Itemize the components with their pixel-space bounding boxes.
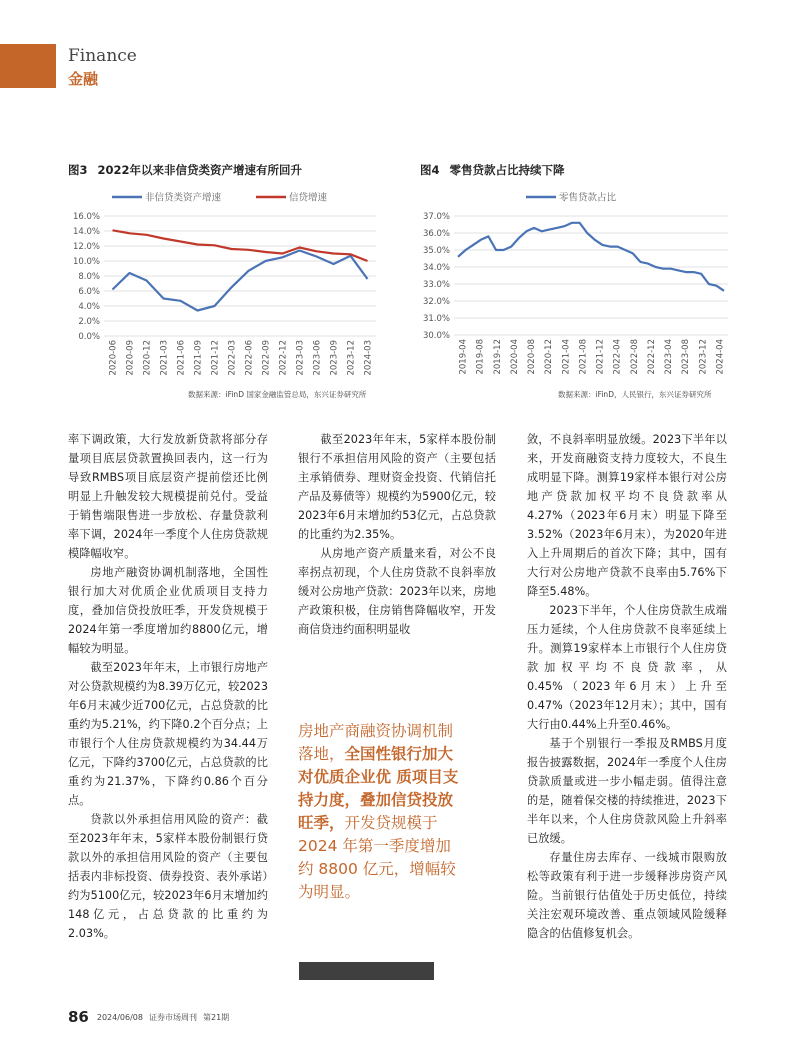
x-tick-label: 2023-04 xyxy=(664,339,675,375)
series-line-1 xyxy=(113,251,368,311)
legend-label: 零售贷款占比 xyxy=(559,192,617,204)
pull-quote-part-1: 房地产商融资协调机制落地， xyxy=(298,722,454,763)
y-tick-label: 36.0% xyxy=(422,229,450,239)
y-tick-label: 6.0% xyxy=(78,287,100,297)
x-tick-label: 2020-06 xyxy=(108,340,119,376)
figure-3-title xyxy=(68,162,302,178)
paragraph: 存量住房去库存、一线城市限购放松等政策有利于进一步缓释涉房资产风险。当前银行估值处于历史低位，持续关注宏观环境改善、重点领域风险缓释隐含的估值修复机会。 xyxy=(527,851,727,940)
x-tick-label: 2020-12 xyxy=(544,339,555,375)
paragraph: 从房地产资产质量来看，对公不良率拐点初现，个人住房贷款不良斜率放缓对公房地产贷款：2023年以来，房地产政策积极，住房销售降幅收窄，开发商信贷违约面积明显收 xyxy=(298,547,496,636)
article-column-2 xyxy=(298,430,496,639)
figure-3-caption: 2022年以来非信贷类资产增速有所回升 xyxy=(97,163,303,177)
footer-journal: 证券市场周刊 xyxy=(148,1013,197,1022)
page-number: 86 xyxy=(68,1008,89,1026)
x-tick-label: 2019-12 xyxy=(492,339,503,375)
figure-4-title xyxy=(420,162,565,178)
article-column-1 xyxy=(68,430,268,943)
x-tick-label: 2022-09 xyxy=(261,340,272,376)
legend-label: 非信贷类资产增速 xyxy=(145,192,222,204)
figure-4-caption: 零售贷款占比持续下降 xyxy=(449,163,565,177)
section-tab xyxy=(0,44,56,88)
figure-4-source: 数据来源：iFinD，人民银行，东兴证券研究所 xyxy=(558,390,712,399)
figure-4-number: 图4 xyxy=(420,163,440,177)
x-tick-label: 2021-09 xyxy=(193,340,204,376)
pull-quote-part-2: 全国性银行加大对优质企业优 质项目支持力度，叠加信贷投放旺季， xyxy=(298,745,459,832)
x-tick-label: 2023-06 xyxy=(312,340,323,376)
x-tick-label: 2023-08 xyxy=(681,339,692,375)
x-tick-label: 2024-04 xyxy=(715,339,726,375)
y-tick-label: 8.0% xyxy=(78,272,100,282)
figure-4-chart xyxy=(416,188,736,388)
x-tick-label: 2021-03 xyxy=(159,340,170,376)
legend-label: 信贷增速 xyxy=(289,192,328,204)
y-tick-label: 30.0% xyxy=(422,331,450,341)
x-tick-label: 2021-04 xyxy=(561,339,572,375)
x-tick-label: 2022-06 xyxy=(244,340,255,376)
y-tick-label: 37.0% xyxy=(422,212,450,222)
pull-quote-part-3: 开发贷规模于2024 年第一季度增加约 8800 亿元，增幅较为明显。 xyxy=(298,814,456,901)
paragraph: 基于个别银行一季报及RMBS月度报告披露数据，2024年一季度个人住房贷款质量或进一步小幅走弱。值得注意的是，随着保交楼的持续推进，2023下半年以来，个人住房贷款风险上升斜率已放缓。 xyxy=(527,737,727,845)
x-tick-label: 2021-12 xyxy=(595,339,606,375)
y-tick-label: 31.0% xyxy=(422,314,450,324)
section-title-en: Finance xyxy=(68,46,137,66)
paragraph: 房地产融资协调机制落地，全国性银行加大对优质企业优质项目支持力度，叠加信贷投放旺季，开发贷规模于2024年第一季度增加约8800亿元，增幅较为明显。 xyxy=(68,566,268,655)
y-tick-label: 34.0% xyxy=(422,263,450,273)
x-tick-label: 2024-03 xyxy=(363,340,374,376)
x-tick-label: 2020-08 xyxy=(527,339,538,375)
paragraph: 截至2023年年末，5家样本股份制银行不承担信用风险的资产（主要包括主承销债券、理财资金投资、代销信托产品及募债等）规模约为5900亿元，较2023年6月末增加约53亿元，占总贷款的比重约为2.35%。 xyxy=(298,433,496,541)
figure-3-chart xyxy=(64,188,384,388)
paragraph: 2023下半年，个人住房贷款生成端压力延续，个人住房贷款不良率延续上升。测算19家样本上市银行个人住房贷款加权平均不良贷款率，从0.45%（2023年6月末）上升至0.47%（2023年12月末）；其中，国有大行由0.44%上升至0.46%。 xyxy=(527,604,727,731)
y-tick-label: 33.0% xyxy=(422,280,450,290)
paragraph: 截至2023年年末，上市银行房地产对公贷款规模约为8.39万亿元，较2023年6月末减少近700亿元，占总贷款的比重约为5.21%，约下降0.2个百分点；上市银行个人住房贷款规模约为34.44万亿元，下降约3700亿元，占总贷款的比重约为21.37%，下降约0.86个百分点。 xyxy=(68,661,268,807)
page-footer xyxy=(68,1008,235,1026)
footer-issue: 第21期 xyxy=(202,1013,230,1022)
footer-date: 2024/06/08 xyxy=(96,1013,143,1022)
pull-quote xyxy=(298,720,466,904)
x-tick-label: 2023-12 xyxy=(346,340,357,376)
paragraph: 贷款以外承担信用风险的资产：截至2023年年末，5家样本股份制银行贷款以外的承担信用风险的资产（主要包括表内非标投资、债券投资、表外承诺）约为5100亿元，较2023年6月末增加约148亿元，占总贷款的比重约为2.03%。 xyxy=(68,813,268,940)
x-tick-label: 2022-03 xyxy=(227,340,238,376)
y-tick-label: 10.0% xyxy=(72,257,100,267)
figure-3-source: 数据来源：iFinD 国家金融监管总局，东兴证券研究所 xyxy=(188,390,367,399)
x-tick-label: 2021-12 xyxy=(210,340,221,376)
x-tick-label: 2019-08 xyxy=(475,339,486,375)
x-tick-label: 2020-12 xyxy=(142,340,153,376)
x-tick-label: 2023-03 xyxy=(295,340,306,376)
x-tick-label: 2023-12 xyxy=(698,339,709,375)
y-tick-label: 35.0% xyxy=(422,246,450,256)
x-tick-label: 2019-04 xyxy=(458,339,469,375)
x-tick-label: 2023-09 xyxy=(329,340,340,376)
figure-3-number: 图3 xyxy=(68,163,88,177)
y-tick-label: 14.0% xyxy=(72,227,100,237)
x-tick-label: 2022-08 xyxy=(629,339,640,375)
decorative-bar xyxy=(299,962,434,980)
y-tick-label: 0.0% xyxy=(78,332,100,342)
x-tick-label: 2020-04 xyxy=(509,339,520,375)
y-tick-label: 2.0% xyxy=(78,317,100,327)
article-column-3 xyxy=(527,430,727,943)
y-tick-label: 12.0% xyxy=(72,242,100,252)
section-title-cn: 金融 xyxy=(68,70,99,88)
y-tick-label: 16.0% xyxy=(72,212,100,222)
y-tick-label: 32.0% xyxy=(422,297,450,307)
x-tick-label: 2022-12 xyxy=(646,339,657,375)
x-tick-label: 2021-06 xyxy=(176,340,187,376)
paragraph: 敛，不良斜率明显放缓。2023下半年以来，开发商融资支持力度较大，不良生成明显下降。测算19家样本银行对公房地产贷款加权平均不良贷款率从4.27%（2023年6月末）明显下降至3.52%（2023年6月末），为2020年进入上升周期后的首次下降；其中，国有大行对公房地产贷款不良率由5.76%下降至5.48%。 xyxy=(527,433,727,598)
x-tick-label: 2022-12 xyxy=(278,340,289,376)
x-tick-label: 2021-08 xyxy=(578,339,589,375)
x-tick-label: 2022-04 xyxy=(612,339,623,375)
y-tick-label: 4.0% xyxy=(78,302,100,312)
paragraph: 率下调政策，大行发放新贷款将部分存量项目底层贷款置换回表内，这一行为导致RMBS项目底层资产提前偿还比例明显上升触发较大规模提前兑付。受益于销售端限售进一步放松、存量贷款利率下调，2024年一季度个人住房贷款规模降幅收窄。 xyxy=(68,433,268,560)
x-tick-label: 2020-09 xyxy=(125,340,136,376)
